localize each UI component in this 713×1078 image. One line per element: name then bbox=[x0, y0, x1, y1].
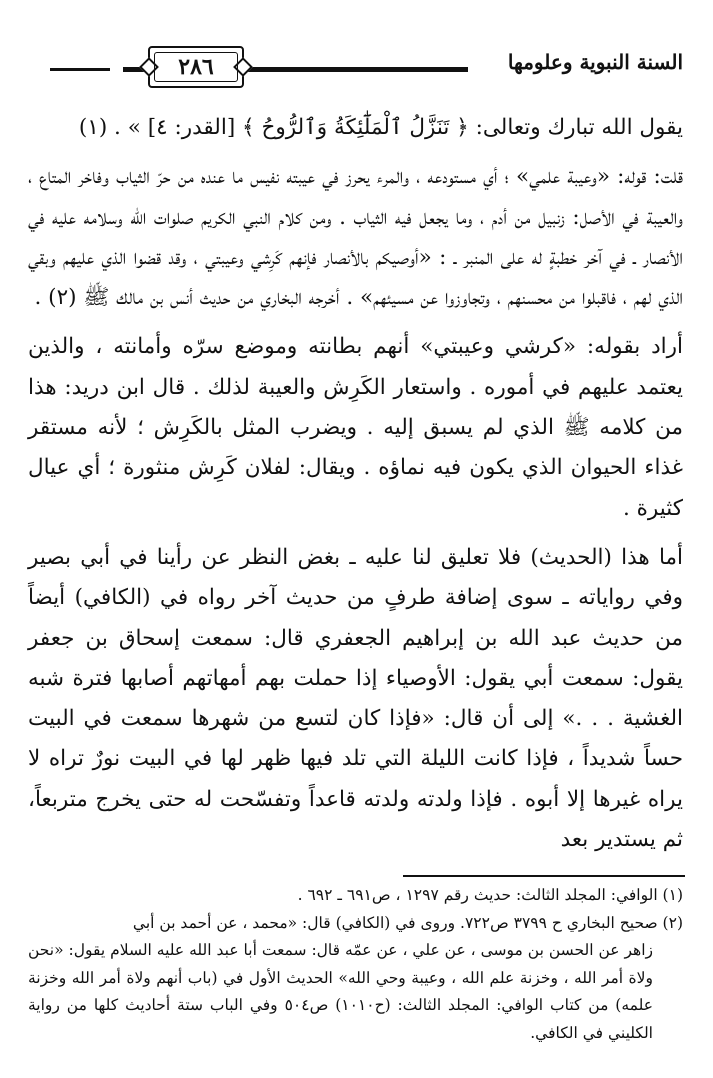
footnote-1: (١) الوافي: المجلد الثالث: حديث رقم ١٢٩٧ ، ص٦٩١ ـ ٦٩٢ . bbox=[297, 886, 683, 904]
footnote-2: (٢) صحيح البخاري ح ٣٧٩٩ ص٧٢٢. وروى في (الكافي) قال: «محمد ، عن أحمد بن أبي bbox=[132, 913, 683, 932]
paragraph-commentary: قلت: قوله: «وعيبة علمي» ؛ أي مستودعه ، والمرء يحرز في عيبته نفيس ما عنده من حرّ الثياب وفاخر المتاع ، والعيبة في الأصل: زنبيل من أدم ، وما يجعل فيه الثياب . ومن كلام النبي الكريم صلوات الله وسلامه عليه في الأنصار ـ في آخر خطبةٍ له على المنبر ـ : «أوصيكم بالأنصار فإنهم كَرِشي وعيبتي ، وقد قضوا الذي عليهم وبقي الذي لهم ، فاقبلوا من محسنهم ، وتجاوزوا عن مسيئهم» . أخرجه البخاري من حديث أنس بن مالك ﷺ (٢) . bbox=[28, 164, 683, 311]
main-text bbox=[28, 108, 683, 860]
header-rule-short bbox=[50, 68, 110, 71]
footnote-2-continued: زاهر عن الحسن بن موسى ، عن علي ، عن عمّه قال: سمعت أبا عبد الله عليه السلام يقول: «نحن ولاة أمر الله ، وخزنة علم الله ، وعيبة وحي الله» الحديث الأول في (باب أنهم ولاة أمر الله وخزنة علمه) من كتاب الوافي: المجلد الثالث: (ح١٠١٠) ص٥٠٤ وفي الباب ستة أحاديث كلها من رواية الكليني في الكافي. bbox=[28, 941, 653, 1042]
footnote-separator bbox=[403, 875, 685, 877]
book-title: السنة النبوية وعلومها bbox=[507, 50, 683, 74]
paragraph-quran-verse: يقول الله تبارك وتعالى: ﴿ تَنَزَّلُ ٱلْمَلَٰٓئِكَةُ وَٱلرُّوحُ ﴾ [القدر: ٤] » . (١) bbox=[78, 115, 683, 140]
page-number-frame bbox=[148, 46, 244, 88]
paragraph-explanation: أراد بقوله: «كرشي وعيبتي» أنهم بطانته وموضع سرّه وأمانته ، والذين يعتمد عليهم في أموره . واستعار الكَرِش والعيبة لذلك . قال ابن دريد: هذا من كلامه ﷺ الذي لم يسبق إليه . ويضرب المثل بالكَرِش ؛ لأنه مستقر غذاء الحيوان الذي يكون فيه نماؤه . ويقال: لفلان كَرِش منثورة ؛ أي عيال كثيرة . bbox=[28, 334, 683, 521]
page-number: ٢٨٦ bbox=[154, 52, 238, 82]
paragraph-hadith: أما هذا (الحديث) فلا تعليق لنا عليه ـ بغض النظر عن رأينا في أبي بصير وفي رواياته ـ سوى إضافة طرفٍ من حديث آخر رواه في (الكافي) أيضاً من حديث عبد الله بن إبراهيم الجعفري قال: سمعت إسحاق بن جعفر يقول: سمعت أبي يقول: الأوصياء إذا حملت بهم أمهاتهم أصابها فترة شبه الغشية . . .» إلى أن قال: «فإذا كان لتسع من شهرها سمعت في البيت حساً شديداً ، فإذا كانت الليلة التي تلد فيها ظهر لها في البيت نورٌ تراه لا يراه غيرها إلا أبوه . فإذا ولدته ولدته قاعداً وتفسّحت له حتى يخرج متربعاً، ثم يستدير بعد bbox=[28, 544, 683, 853]
running-header bbox=[28, 48, 683, 92]
footnotes bbox=[28, 882, 683, 1047]
